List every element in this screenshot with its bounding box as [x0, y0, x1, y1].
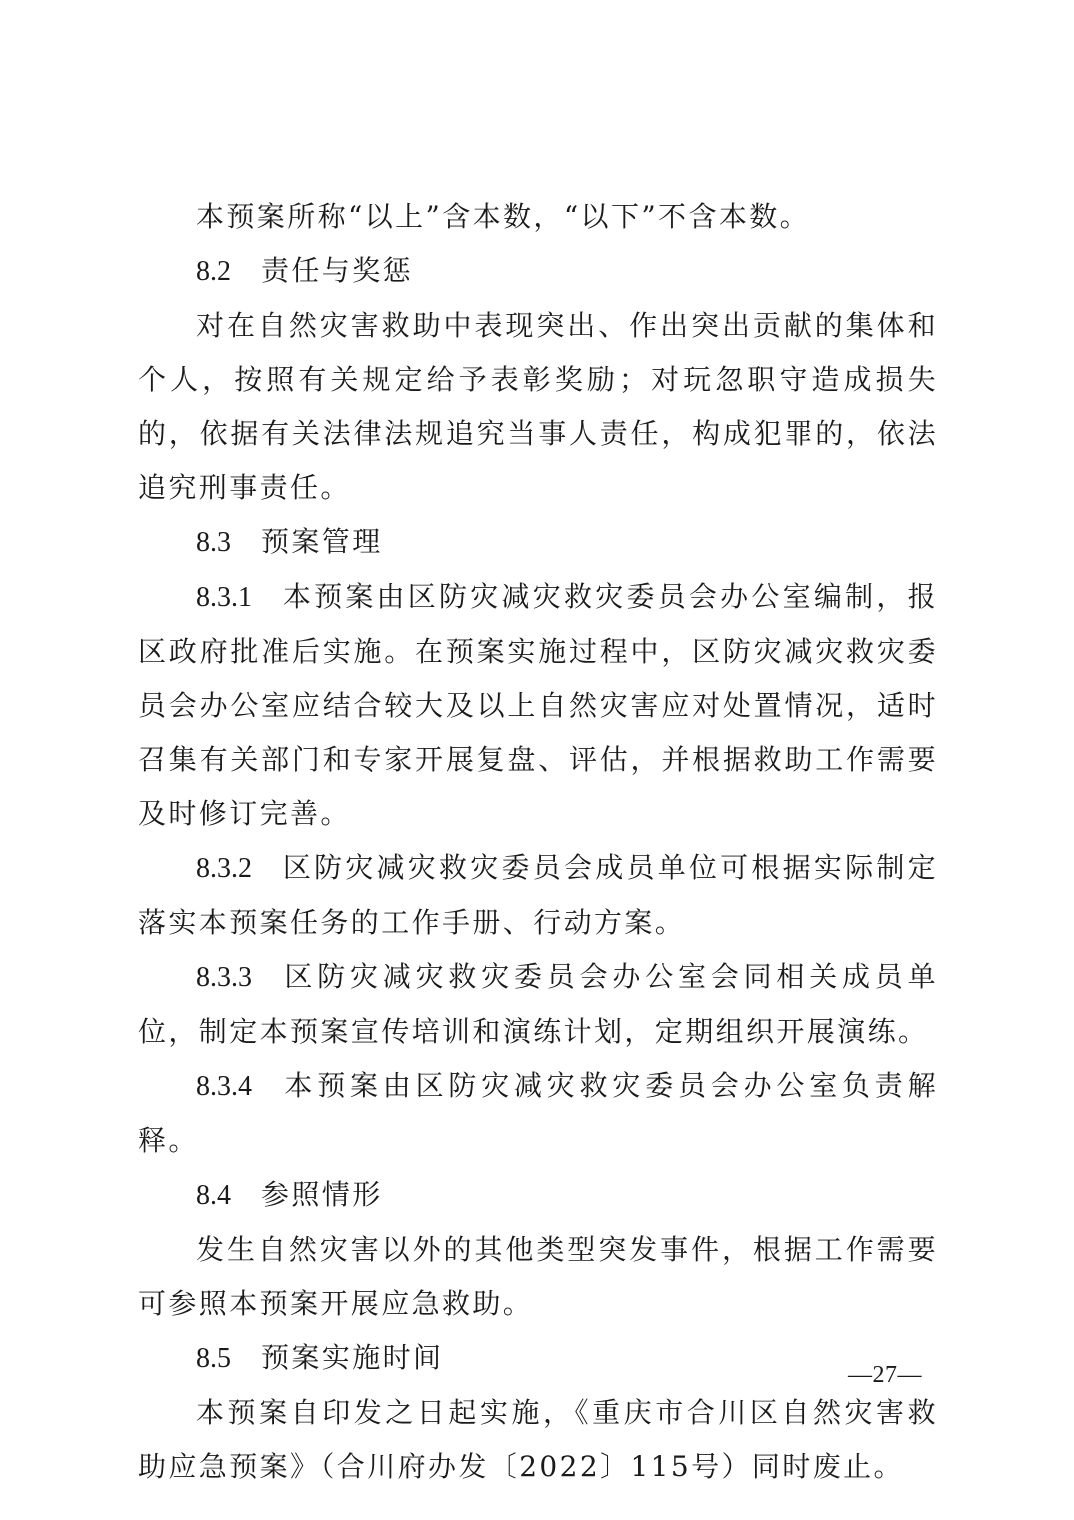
section-number: 8.2	[196, 256, 231, 287]
page-number: —27—	[848, 1362, 922, 1388]
section-title: 责任与奖惩	[261, 254, 414, 287]
section-heading-8-5	[138, 1331, 938, 1386]
paragraph-effective-date: 本预案自印发之日起实施，《重庆市合川区自然灾害救助应急预案》（合川府办发〔2022〕115号）同时废止。	[138, 1396, 938, 1483]
section-title: 参照情形	[261, 1178, 383, 1211]
clause-number: 8.3.3	[196, 962, 252, 993]
paragraph-8-3-1	[138, 570, 938, 841]
document-body	[138, 190, 938, 1494]
paragraph-8-3-3	[138, 950, 938, 1059]
section-number: 8.5	[196, 1343, 231, 1374]
section-heading-8-2	[138, 244, 938, 299]
clause-text: 本预案由区防灾减灾救灾委员会办公室编制，报区政府批准后实施。在预案实施过程中，区防灾减灾救灾委员会办公室应结合较大及以上自然灾害应对处置情况，适时召集有关部门和专家开展复盘、评估，并根据救助工作需要及时修订完善。	[138, 580, 938, 830]
paragraph-rewards: 对在自然灾害救助中表现突出、作出突出贡献的集体和个人，按照有关规定给予表彰奖励；对玩忽职守造成损失的，依据有关法律法规追究当事人责任，构成犯罪的，依法追究刑事责任。	[138, 309, 938, 504]
section-number: 8.3	[196, 527, 231, 558]
clause-text: 本预案由区防灾减灾救灾委员会办公室负责解释。	[138, 1069, 938, 1157]
clause-text: 区防灾减灾救灾委员会办公室会同相关成员单位，制定本预案宣传培训和演练计划，定期组织开展演练。	[138, 960, 938, 1048]
paragraph-definition: 本预案所称“以上”含本数，“以下”不含本数。	[196, 200, 811, 233]
clause-text: 区防灾减灾救灾委员会成员单位可根据实际制定落实本预案任务的工作手册、行动方案。	[138, 851, 938, 939]
clause-number: 8.3.4	[196, 1071, 252, 1102]
section-title: 预案管理	[261, 525, 383, 558]
clause-number: 8.3.1	[196, 582, 252, 613]
paragraph-8-3-4	[138, 1059, 938, 1168]
section-title: 预案实施时间	[261, 1341, 444, 1374]
paragraph-8-3-2	[138, 841, 938, 950]
section-heading-8-4	[138, 1168, 938, 1223]
section-number: 8.4	[196, 1180, 231, 1211]
section-heading-8-3	[138, 515, 938, 570]
paragraph-reference: 发生自然灾害以外的其他类型突发事件，根据工作需要可参照本预案开展应急救助。	[138, 1233, 938, 1320]
clause-number: 8.3.2	[196, 853, 252, 884]
